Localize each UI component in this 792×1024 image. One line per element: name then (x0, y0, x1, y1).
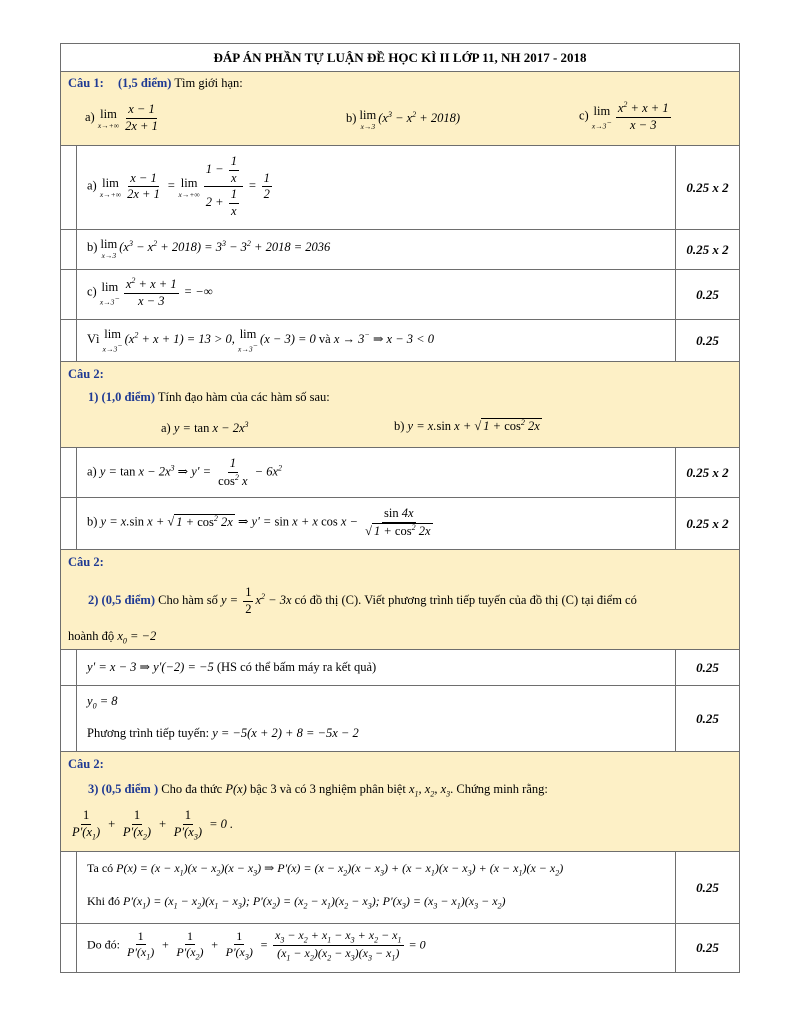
q1-part-b: b) lim x→3 $(x^3 - x^2 + 2018)$ (346, 108, 461, 131)
q2-3-answer-b-points: 0.25 (675, 924, 739, 972)
question-1-label: Câu 1: (68, 76, 104, 90)
question-2-2-prompt-3: hoành độ (68, 629, 115, 643)
q1-answer-b (61, 230, 739, 270)
q2-3-answer-b (61, 924, 739, 972)
question-2-3-label: Câu 2: (68, 757, 104, 771)
answer-sheet (60, 43, 740, 973)
q1-part-b-label: b) (346, 111, 357, 126)
q2-3-answer-b-math: Do đó: $\frac{1}{P'(x_1)}$ + $\frac{1}{P'(x_2)}$ + $\frac{1}{P'(x_3)}$ = $\frac{x_3 - x_2 + x_1 - x_3 + x_2 - x_1}{(x_1 - x_2)(x_2 - x_3)(x_3 - x_1)}$ = 0 (87, 928, 426, 963)
q1-answer-d (61, 320, 739, 362)
q2-1-answer-b (61, 498, 739, 550)
q2-2-answer-a-math: y' = x − 3 ⇒ y'(−2) = −5 (HS có thể bấm máy ra kết quả) (87, 660, 377, 674)
question-2-2-sub: 2) (0,5 điểm) (88, 593, 155, 607)
question-2-3-formula: $\frac{1}{P'(x_1)}$ + $\frac{1}{P'(x_2)}$ + $\frac{1}{P'(x_3)}$ = 0 . (72, 808, 234, 842)
question-2-2-prompt-2: có đồ thị (C). Viết phương trình tiếp tuyến của đồ thị (C) tại điểm có (294, 593, 637, 607)
q1-answer-c (61, 270, 739, 320)
q1-answer-d-va: và (318, 331, 331, 346)
q1-answer-d-math: Vì lim x→3− $(x^2 + x + 1) = 13 > 0$, lim x→3− (x − 3) = 0 và x → 3− ⇒ x − 3 < 0 (87, 327, 434, 354)
q1-part-a-label: a) (85, 110, 95, 124)
q1-answer-d-points: 0.25 (675, 320, 739, 361)
question-2-3-prompt-3: . Chứng minh rằng: (450, 782, 548, 796)
question-2-3 (61, 752, 739, 852)
q2-3-answer-a-points: 0.25 (675, 852, 739, 923)
question-2-3-prompt-2: bậc 3 và có 3 nghiệm phân biệt (249, 782, 406, 796)
q1-part-c: c) lim x→3− $\frac{x^2 + x + 1}{x - 3}$ (579, 100, 669, 132)
question-2-1-prompt (88, 390, 330, 405)
q1-answer-d-vi: Vì (87, 331, 100, 346)
question-1 (61, 72, 739, 146)
question-1-prompt-text: Tìm giới hạn: (174, 76, 243, 90)
q2-1-answer-a (61, 448, 739, 498)
question-2-1-label: Câu 2: (68, 367, 104, 381)
q1-answer-a-points: 0.25 x 2 (675, 146, 739, 229)
q2-1-part-b: b) y = x.sin x + √ $1 + \cos^2 2x$ (394, 418, 540, 434)
question-2-3-prompt: 3) (0,5 điểm ) Cho đa thức P(x) bậc 3 và có 3 nghiệm phân biệt $x_1$, $x_2$, $x_3$. Chứng minh rằng: (88, 782, 548, 799)
q2-2-answer-b-label: Phương trình tiếp tuyến: (87, 726, 210, 740)
q2-2-answer-b-math-2: Phương trình tiếp tuyến: y = −5(x + 2) + 8 = −5x − 2 (87, 726, 359, 740)
q2-1-answer-b-points: 0.25 x 2 (675, 498, 739, 549)
q2-1-part-a: a) $y = \tan x - 2x^3$ (161, 420, 249, 436)
q1-answer-b-points: 0.25 x 2 (675, 230, 739, 269)
q1-part-c-label: c) (579, 108, 589, 123)
q2-3-answer-a-line2: Khi đó $P'(x_1) = (x_1 - x_2)(x_1 - x_3)$; $P'(x_2) = (x_2 - x_1)(x_2 - x_3)$; $P'(x_3) = (x_3 - x_1)(x_3 - x_2)$ (87, 894, 506, 911)
question-2-2 (61, 550, 739, 650)
q2-1-part-a-label: a) (161, 421, 171, 436)
q2-1-answer-a-math: a) $y = \tan x - 2x^3$ ⇒ y' = $\frac{1}{\cos^2 x}$ − $6x^2$ (87, 456, 282, 488)
q2-2-answer-b (61, 686, 739, 752)
q2-2-answer-a-points: 0.25 (675, 650, 739, 685)
q2-2-answer-b-math-1: $y_0 = 8$ (87, 694, 118, 711)
q2-2-answer-a (61, 650, 739, 686)
question-2-2-prompt: 2) (0,5 điểm) Cho hàm số y = $\frac{1}{2}$ $x^2 - 3x$ có đồ thị (C). Viết phương trình tiếp tuyến của đồ thị (C) tại điểm có (88, 585, 637, 616)
q2-1-answer-b-math: b) y = x.sin x + √ $1 + \cos^2 2x$ ⇒ y' = sin x + x cos x − $\frac{\sin 4x}{√ 1 + \cos^2 2x}$ (87, 506, 431, 538)
question-1-prompt (118, 76, 243, 91)
q2-1-part-b-label: b) (394, 419, 405, 434)
question-2-1-prompt-text: Tính đạo hàm của các hàm số sau: (157, 390, 330, 404)
q2-3-answer-a-khido: Khi đó (87, 894, 120, 908)
question-2-1 (61, 362, 739, 448)
q1-answer-b-math: b) lim x→3 $(x^3 - x^2 + 2018) = 3^3 - 3^2 + 2018 = 2036$ (87, 237, 331, 260)
q2-3-answer-a-line1: Ta có $P(x) = (x - x_1)(x - x_2)(x - x_3)$ ⇒ $P'(x) = (x - x_2)(x - x_3) + (x - x_1)(x - x_3) + (x - x_1)(x - x_2)$ (87, 861, 564, 878)
question-2-2-prompt-line2: hoành độ $x_0 = -2$ (68, 629, 157, 646)
q2-2-answer-b-points: 0.25 (675, 686, 739, 751)
q2-3-answer-a (61, 852, 739, 924)
q2-1-answer-a-points: 0.25 x 2 (675, 448, 739, 497)
question-2-2-label: Câu 2: (68, 555, 104, 569)
page-title: ĐÁP ÁN PHẦN TỰ LUẬN ĐỀ HỌC KÌ II LỚP 11, NH 2017 - 2018 (61, 44, 739, 72)
question-2-1-sub: 1) (1,0 điểm) (88, 390, 155, 404)
question-2-2-prompt-1: Cho hàm số (158, 593, 218, 607)
q2-3-answer-b-dodo: Do đó: (87, 937, 120, 952)
q1-answer-a (61, 146, 739, 230)
q2-3-answer-a-taco: Ta có (87, 861, 114, 875)
q1-answer-a-math: a) lim x→+∞ $\frac{x - 1}{2x + 1}$ = lim x→+∞ 1 − $\frac{1}{x}$ 2 + $\frac{1}{x}$ = $\frac{1}{2}$ (87, 154, 270, 218)
question-2-3-prompt-1: Cho đa thức (161, 782, 223, 796)
q1-answer-c-math: c) lim x→3− $\frac{x^2 + x + 1}{x - 3}$ = −∞ (87, 276, 213, 308)
q2-2-answer-a-note: (HS có thể bấm máy ra kết quả) (216, 660, 377, 674)
q1-answer-c-points: 0.25 (675, 270, 739, 319)
q1-part-a: a) lim x→+∞ $\frac{x - 1}{2x + 1}$ (85, 102, 158, 133)
question-2-3-sub: 3) (0,5 điểm ) (88, 782, 159, 796)
question-1-points: (1,5 điểm) (118, 76, 172, 90)
